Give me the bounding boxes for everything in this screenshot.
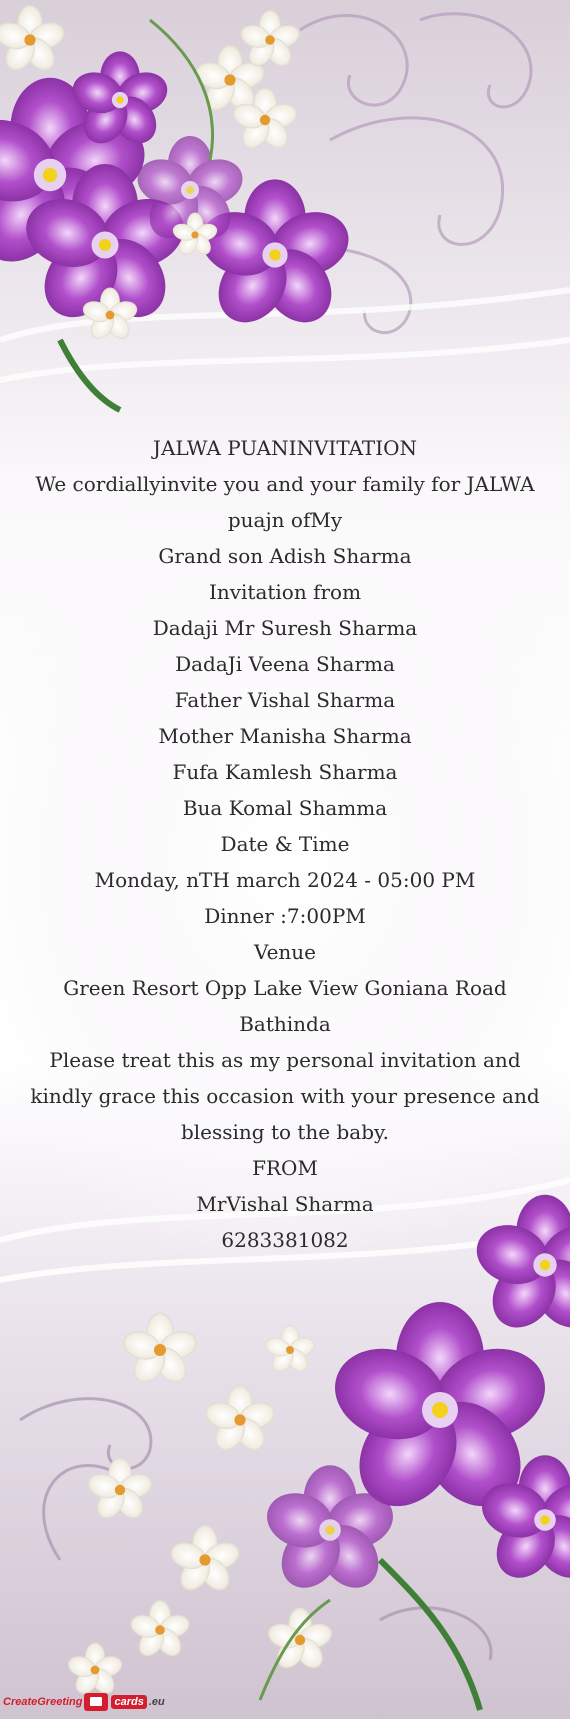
from-heading: FROM [252,1156,318,1180]
host-name: Bua Komal Shamma [182,796,388,820]
host-name: Dadaji Mr Suresh Sharma [152,616,418,640]
venue-line-2: Bathinda [239,1012,331,1036]
message-line-3: blessing to the baby. [180,1120,390,1144]
watermark-text-2: cards [111,1695,146,1709]
venue-heading: Venue [253,940,317,964]
watermark-text-3: .eu [148,1696,165,1708]
date-time: Monday, nTH march 2024 - 05:00 PM [94,868,476,892]
gift-icon [84,1693,108,1711]
dinner-time: Dinner :7:00PM [204,904,366,928]
phone-number: 6283381082 [221,1228,349,1252]
invitation-from-heading: Invitation from [208,580,362,604]
grandson-name: Grand son Adish Sharma [158,544,412,568]
site-watermark [3,1690,165,1714]
intro-line-1: We cordiallyinvite you and your family for JALWA [35,472,535,496]
host-name: Mother Manisha Sharma [158,724,412,748]
invitation-text-block [30,430,540,1258]
host-name: Father Vishal Sharma [174,688,396,712]
intro-line-2: puajn ofMy [227,508,343,532]
from-name: MrVishal Sharma [196,1192,374,1216]
venue-line-1: Green Resort Opp Lake View Goniana Road [63,976,507,1000]
message-line-1: Please treat this as my personal invitation and [49,1048,521,1072]
host-name: Fufa Kamlesh Sharma [172,760,398,784]
watermark-text-1: CreateGreeting [3,1696,83,1708]
invitation-title: JALWA PUANINVITATION [152,436,418,460]
message-line-2: kindly grace this occasion with your presence and [30,1084,540,1108]
host-name: DadaJi Veena Sharma [175,652,395,676]
date-time-heading: Date & Time [220,832,350,856]
